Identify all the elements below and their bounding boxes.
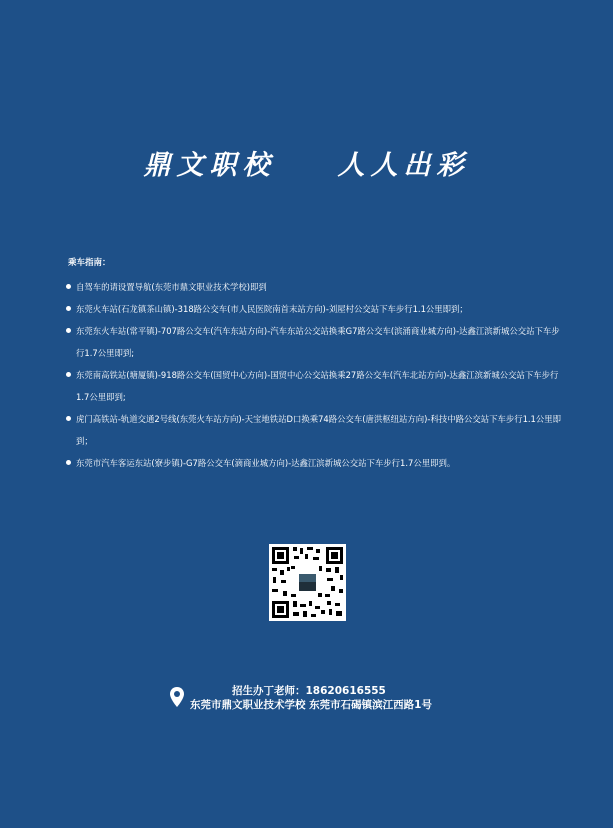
bullet-icon (66, 306, 71, 311)
guide-item: 东莞南高铁站(塘厦镇)-918路公交车(国贸中心方向)-国贸中心公交站换乘27路公交车(汽车北站方向)-达鑫江滨新城公交站下车步行1.7公里即到; (66, 364, 566, 408)
footer-contact: 招生办丁老师：18620616555 (232, 685, 386, 697)
bullet-icon (66, 328, 71, 333)
bullet-icon (66, 372, 71, 377)
guide-item: 东莞市汽车客运东站(寮步镇)-G7路公交车(滴商业城方向)-达鑫江滨新城公交站下车步行1.7公里即到。 (66, 452, 566, 474)
slogan-left: 鼎文职校 (143, 150, 276, 181)
guide-item: 虎门高铁站-轨道交通2号线(东莞火车站方向)-天宝地铁站D口换乘74路公交车(唐洪枢纽站方向)-科技中路公交站下车步行1.1公里即到； (66, 408, 566, 452)
bullet-icon (66, 284, 71, 289)
location-pin-icon (170, 687, 184, 707)
guide-item: 自驾车的请设置导航(东莞市鼎文职业技术学校)即到 (66, 276, 566, 298)
guide-item: 东莞东火车站(常平镇)-707路公交车(汽车东站方向)-汽车东站公交站换乘G7路公交车(滨涌商业城方向)-达鑫江滨新城公交站下车步行1.7公里即到; (66, 320, 566, 364)
slogan (0, 143, 613, 182)
qr-code-graphic (269, 544, 346, 621)
guide-list (66, 276, 566, 474)
guide-item: 东莞火车站(石龙镇茶山镇)-318路公交车(市人民医院南首末站方向)-刘屋村公交站下车步行1.1公里即到； (66, 298, 566, 320)
qr-code-icon (269, 544, 346, 621)
footer-address: 东莞市鼎文职业技术学校 东莞市石碣镇滨江西路1号 (190, 699, 432, 711)
bullet-icon (66, 416, 71, 421)
slogan-right: 人人出彩 (337, 150, 470, 181)
guide-title: 乘车指南： (68, 258, 111, 268)
bullet-icon (66, 460, 71, 465)
